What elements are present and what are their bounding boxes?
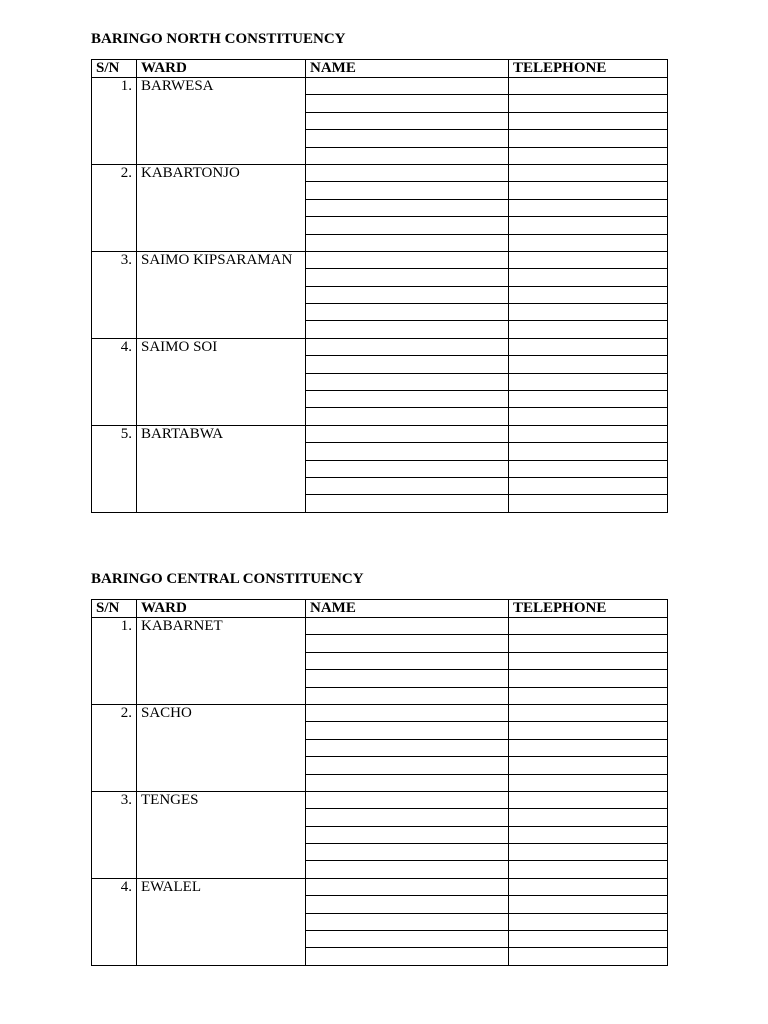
- table-row: [92, 78, 668, 95]
- ward-name: SAIMO KIPSARAMAN: [137, 251, 306, 338]
- telephone-entry-cell[interactable]: [509, 408, 668, 425]
- name-entry-cell[interactable]: [306, 460, 509, 477]
- name-entry-cell[interactable]: [306, 251, 509, 268]
- telephone-entry-cell[interactable]: [509, 112, 668, 129]
- table-row: [92, 878, 668, 895]
- name-entry-cell[interactable]: [306, 757, 509, 774]
- name-entry-cell[interactable]: [306, 739, 509, 756]
- header-telephone: TELEPHONE: [509, 60, 668, 78]
- telephone-entry-cell[interactable]: [509, 130, 668, 147]
- name-entry-cell[interactable]: [306, 391, 509, 408]
- telephone-entry-cell[interactable]: [509, 338, 668, 355]
- telephone-entry-cell[interactable]: [509, 78, 668, 95]
- header-name: NAME: [306, 60, 509, 78]
- name-entry-cell[interactable]: [306, 826, 509, 843]
- telephone-entry-cell[interactable]: [509, 774, 668, 791]
- telephone-entry-cell[interactable]: [509, 217, 668, 234]
- ward-number: 1.: [92, 618, 137, 705]
- name-entry-cell[interactable]: [306, 182, 509, 199]
- table-header-row: [92, 600, 668, 618]
- telephone-entry-cell[interactable]: [509, 460, 668, 477]
- telephone-entry-cell[interactable]: [509, 826, 668, 843]
- telephone-entry-cell[interactable]: [509, 791, 668, 808]
- telephone-entry-cell[interactable]: [509, 373, 668, 390]
- name-entry-cell[interactable]: [306, 635, 509, 652]
- table-row: [92, 425, 668, 442]
- name-entry-cell[interactable]: [306, 704, 509, 721]
- telephone-entry-cell[interactable]: [509, 95, 668, 112]
- section-title-north: BARINGO NORTH CONSTITUENCY: [91, 31, 346, 47]
- header-name: NAME: [306, 600, 509, 618]
- section-title-central: BARINGO CENTRAL CONSTITUENCY: [91, 571, 364, 587]
- ward-table-north: [91, 59, 668, 513]
- name-entry-cell[interactable]: [306, 356, 509, 373]
- name-entry-cell[interactable]: [306, 722, 509, 739]
- name-entry-cell[interactable]: [306, 147, 509, 164]
- name-entry-cell[interactable]: [306, 164, 509, 181]
- ward-name: KABARNET: [137, 618, 306, 705]
- header-telephone: TELEPHONE: [509, 600, 668, 618]
- telephone-entry-cell[interactable]: [509, 269, 668, 286]
- ward-name: KABARTONJO: [137, 164, 306, 251]
- telephone-entry-cell[interactable]: [509, 913, 668, 930]
- name-entry-cell[interactable]: [306, 477, 509, 494]
- telephone-entry-cell[interactable]: [509, 321, 668, 338]
- name-entry-cell[interactable]: [306, 269, 509, 286]
- ward-number: 4.: [92, 878, 137, 965]
- ward-name: BARTABWA: [137, 425, 306, 512]
- telephone-entry-cell[interactable]: [509, 652, 668, 669]
- telephone-entry-cell[interactable]: [509, 844, 668, 861]
- name-entry-cell[interactable]: [306, 931, 509, 948]
- name-entry-cell[interactable]: [306, 338, 509, 355]
- name-entry-cell[interactable]: [306, 408, 509, 425]
- telephone-entry-cell[interactable]: [509, 425, 668, 442]
- name-entry-cell[interactable]: [306, 844, 509, 861]
- name-entry-cell[interactable]: [306, 286, 509, 303]
- name-entry-cell[interactable]: [306, 217, 509, 234]
- telephone-entry-cell[interactable]: [509, 304, 668, 321]
- telephone-entry-cell[interactable]: [509, 931, 668, 948]
- ward-name: SAIMO SOI: [137, 338, 306, 425]
- ward-number: 2.: [92, 164, 137, 251]
- name-entry-cell[interactable]: [306, 896, 509, 913]
- telephone-entry-cell[interactable]: [509, 757, 668, 774]
- telephone-entry-cell[interactable]: [509, 704, 668, 721]
- table-row: [92, 164, 668, 181]
- ward-number: 3.: [92, 791, 137, 878]
- ward-number: 3.: [92, 251, 137, 338]
- name-entry-cell[interactable]: [306, 495, 509, 512]
- name-entry-cell[interactable]: [306, 78, 509, 95]
- ward-number: 1.: [92, 78, 137, 165]
- name-entry-cell[interactable]: [306, 791, 509, 808]
- telephone-entry-cell[interactable]: [509, 687, 668, 704]
- telephone-entry-cell[interactable]: [509, 286, 668, 303]
- name-entry-cell[interactable]: [306, 774, 509, 791]
- table-row: [92, 618, 668, 635]
- name-entry-cell[interactable]: [306, 112, 509, 129]
- ward-table-central: [91, 599, 668, 966]
- telephone-entry-cell[interactable]: [509, 251, 668, 268]
- ward-name: EWALEL: [137, 878, 306, 965]
- telephone-entry-cell[interactable]: [509, 722, 668, 739]
- telephone-entry-cell[interactable]: [509, 739, 668, 756]
- name-entry-cell[interactable]: [306, 425, 509, 442]
- telephone-entry-cell[interactable]: [509, 809, 668, 826]
- ward-number: 4.: [92, 338, 137, 425]
- telephone-entry-cell[interactable]: [509, 164, 668, 181]
- name-entry-cell[interactable]: [306, 861, 509, 878]
- name-entry-cell[interactable]: [306, 948, 509, 965]
- table-row: [92, 251, 668, 268]
- name-entry-cell[interactable]: [306, 809, 509, 826]
- telephone-entry-cell[interactable]: [509, 234, 668, 251]
- name-entry-cell[interactable]: [306, 913, 509, 930]
- telephone-entry-cell[interactable]: [509, 356, 668, 373]
- name-entry-cell[interactable]: [306, 95, 509, 112]
- name-entry-cell[interactable]: [306, 199, 509, 216]
- telephone-entry-cell[interactable]: [509, 896, 668, 913]
- header-sn: S/N: [92, 600, 137, 618]
- ward-number: 5.: [92, 425, 137, 512]
- name-entry-cell[interactable]: [306, 321, 509, 338]
- telephone-entry-cell[interactable]: [509, 861, 668, 878]
- table-row: [92, 791, 668, 808]
- ward-name: TENGES: [137, 791, 306, 878]
- telephone-entry-cell[interactable]: [509, 477, 668, 494]
- ward-number: 2.: [92, 704, 137, 791]
- telephone-entry-cell[interactable]: [509, 391, 668, 408]
- name-entry-cell[interactable]: [306, 234, 509, 251]
- name-entry-cell[interactable]: [306, 878, 509, 895]
- name-entry-cell[interactable]: [306, 443, 509, 460]
- table-row: [92, 704, 668, 721]
- telephone-entry-cell[interactable]: [509, 147, 668, 164]
- telephone-entry-cell[interactable]: [509, 182, 668, 199]
- telephone-entry-cell[interactable]: [509, 948, 668, 965]
- telephone-entry-cell[interactable]: [509, 618, 668, 635]
- telephone-entry-cell[interactable]: [509, 443, 668, 460]
- telephone-entry-cell[interactable]: [509, 878, 668, 895]
- table-row: [92, 338, 668, 355]
- header-ward: WARD: [137, 600, 306, 618]
- telephone-entry-cell[interactable]: [509, 199, 668, 216]
- telephone-entry-cell[interactable]: [509, 495, 668, 512]
- ward-name: SACHO: [137, 704, 306, 791]
- name-entry-cell[interactable]: [306, 130, 509, 147]
- telephone-entry-cell[interactable]: [509, 670, 668, 687]
- name-entry-cell[interactable]: [306, 373, 509, 390]
- header-sn: S/N: [92, 60, 137, 78]
- name-entry-cell[interactable]: [306, 304, 509, 321]
- name-entry-cell[interactable]: [306, 618, 509, 635]
- table-header-row: [92, 60, 668, 78]
- name-entry-cell[interactable]: [306, 652, 509, 669]
- header-ward: WARD: [137, 60, 306, 78]
- name-entry-cell[interactable]: [306, 670, 509, 687]
- ward-name: BARWESA: [137, 78, 306, 165]
- telephone-entry-cell[interactable]: [509, 635, 668, 652]
- name-entry-cell[interactable]: [306, 687, 509, 704]
